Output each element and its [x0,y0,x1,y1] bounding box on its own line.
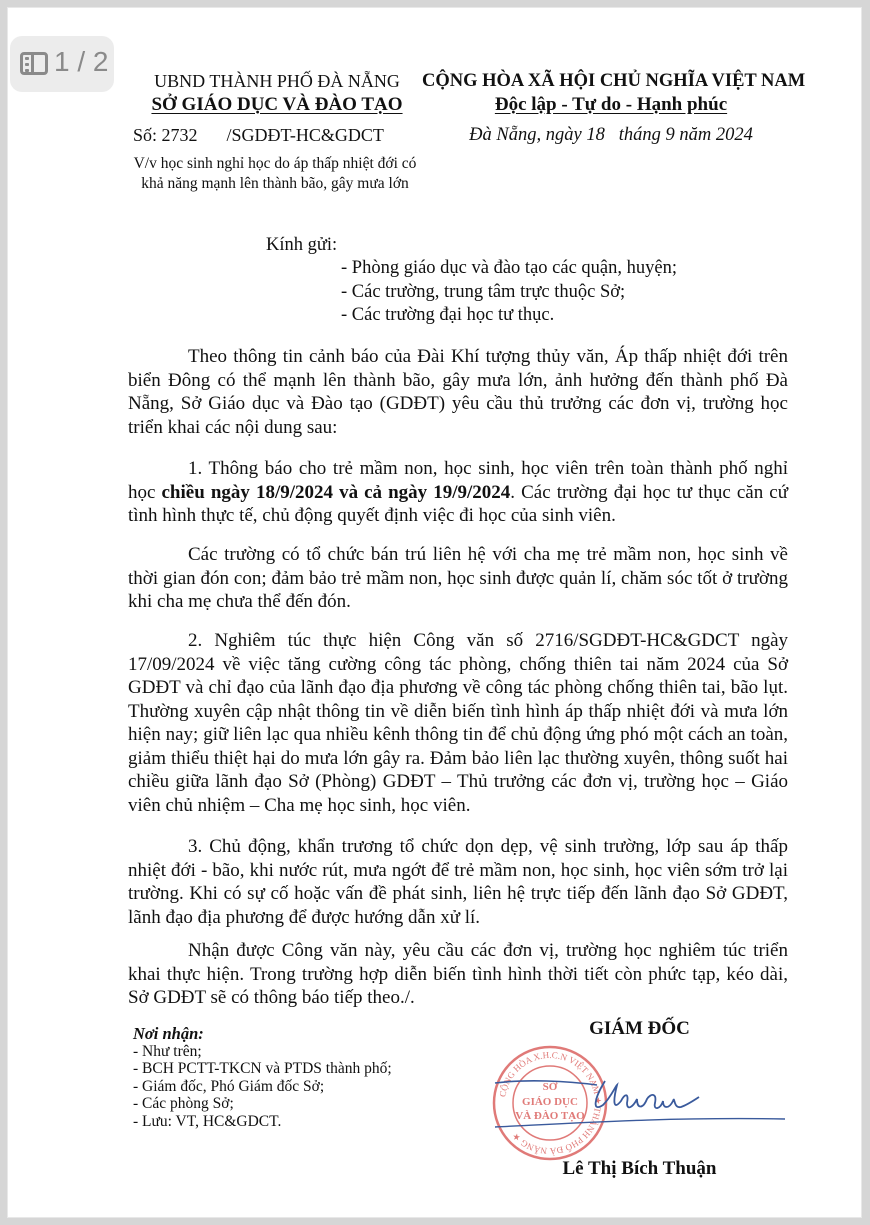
item-1-dates: chiều ngày 18/9/2024 và cả ngày 19/9/2024 [161,481,511,503]
agency-name: SỞ GIÁO DỤC VÀ ĐÀO TẠO [151,94,403,115]
document-number [133,125,384,146]
item-2-paragraph: 2. Nghiêm túc thực hiện Công văn số 2716/SGDĐT-HC&GDCT ngày 17/09/2024 về việc tăng cường công tác phòng, chống thiên tai năm 2024 của Sở GDĐT và chỉ đạo của lãnh đạo địa phương về công tác phòng chống thiên tai, bão lụt. Thường xuyên cập nhật thông tin về diễn biến tình hình áp thấp nhiệt đới và mưa lớn hiện nay; giữ liên lạc qua nhiều kênh thông tin để chủ động ứng phó một cách an toàn, giảm thiểu thiệt hại do mưa lớn gây ra. Đảm bảo liên lạc thường xuyên, thông suốt hai chiều giữa lãnh đạo Sở (Phòng) GDĐT – Thủ trưởng các đơn vị, trường học – Giáo viên chủ nhiệm – Cha mẹ học sinh, học viên. [128,630,788,816]
recipients-label: Kính gửi: [266,235,338,255]
signer-name: Lê Thị Bích Thuận [562,1158,717,1179]
closing-paragraph: Nhận được Công văn này, yêu cầu các đơn vị, trường học nghiêm túc triển khai thực hiện. Trong trường hợp diễn biến tình hình thời tiết còn phức tạp, kéo dài, Sở GDĐT sẽ có thông báo tiếp theo./. [128,940,788,1008]
document-page [7,7,862,1218]
national-header-block [422,69,806,117]
stamp-inner-line-3: VÀ ĐÀO TẠO [515,1110,585,1122]
recipient-item: - Các trường, trung tâm trực thuộc Sở; [341,281,626,302]
distribution-item: - BCH PCTT-TKCN và PTDS thành phố; [133,1060,392,1077]
item-1-paragraph [128,457,788,528]
distribution-item: - Giám đốc, Phó Giám đốc Sở; [133,1077,325,1095]
item-1-text-before: 1. Thông báo cho trẻ mầm non, học sinh, học viên trên toàn thành phố nghỉ học [128,458,788,503]
signer-title: GIÁM ĐỐC [589,1018,690,1039]
place-date: Đà Nẵng, ngày 18 tháng 9 năm 2024 [469,125,753,145]
recipient-item: - Các trường đại học tư thục. [341,305,555,325]
distribution-list [133,1043,392,1131]
stamp-outer-text: CỘNG HÒA X.H.C.N VIỆT NAM ★ THÀNH PHỐ ĐÀ NẴNG ★ [497,1049,604,1157]
item-1-note-paragraph: Các trường có tổ chức bán trú liên hệ với cha mẹ trẻ mầm non, học sinh về thời gian đón con; đảm bảo trẻ mầm non, học sinh được quản lí, chăm sóc tốt ở trường khi cha mẹ chưa thể đến đón. [128,544,788,612]
country-name: CỘNG HÒA XÃ HỘI CHỦ NGHĨA VIỆT NAM [422,71,806,91]
page-indicator-text: 1 / 2 [54,46,109,77]
sidebar-panel-icon[interactable] [20,52,48,75]
distribution-item: - Các phòng Sở; [133,1095,234,1112]
stamp-inner-line-1: SỞ [542,1081,558,1093]
item-1-text-after: . Các trường đại học tư thục căn cứ tình hình thực tế, chủ động quyết định việc đi học của sinh viên. [128,481,789,526]
handwritten-signature [487,1057,787,1147]
distribution-item: - Lưu: VT, HC&GDCT. [133,1112,282,1130]
recipients-list [341,257,677,328]
distribution-block [133,1025,392,1130]
national-motto: Độc lập - Tự do - Hạnh phúc [494,94,728,115]
intro-paragraph: Theo thông tin cảnh báo của Đài Khí tượng thủy văn, Áp thấp nhiệt đới trên biển Đông có thể mạnh lên thành bão, gây mưa lớn, ảnh hưởng đến thành phố Đà Nẵng, Sở Giáo dục và Đào tạo (GDĐT) yêu cầu thủ trưởng các đơn vị, trường học triển khai các nội dung sau: [128,346,788,438]
item-3-paragraph: 3. Chủ động, khẩn trương tổ chức dọn dẹp, vệ sinh trường, lớp sau áp thấp nhiệt đới - bão, khi nước rút, mưa ngớt để trẻ mầm non, học sinh, học viên sớm trở lại trường. Khi có sự cố hoặc vấn đề phát sinh, liên hệ trực tiếp đến lãnh đạo Sở GDĐT, lãnh đạo địa phương để được hướng dẫn xử lí. [128,836,788,928]
document-subject: V/v học sinh nghỉ học do áp thấp nhiệt đới có khả năng mạnh lên thành bão, gây mưa lớn [133,155,417,192]
document-number-label: Số: [133,125,158,145]
stamp-inner-line-2: GIÁO DỤC [522,1096,578,1108]
document-number-value: 2732 [161,125,198,145]
distribution-item: - Như trên; [133,1042,202,1060]
issuing-agency-block [127,69,427,117]
distribution-title: Nơi nhận: [133,1024,204,1043]
document-code: /SGDĐT-HC&GDCT [226,125,384,145]
page-indicator[interactable] [10,36,114,92]
recipient-item: - Phòng giáo dục và đào tạo các quận, huyện; [341,258,677,278]
parent-agency: UBND THÀNH PHỐ ĐÀ NẴNG [154,71,400,91]
